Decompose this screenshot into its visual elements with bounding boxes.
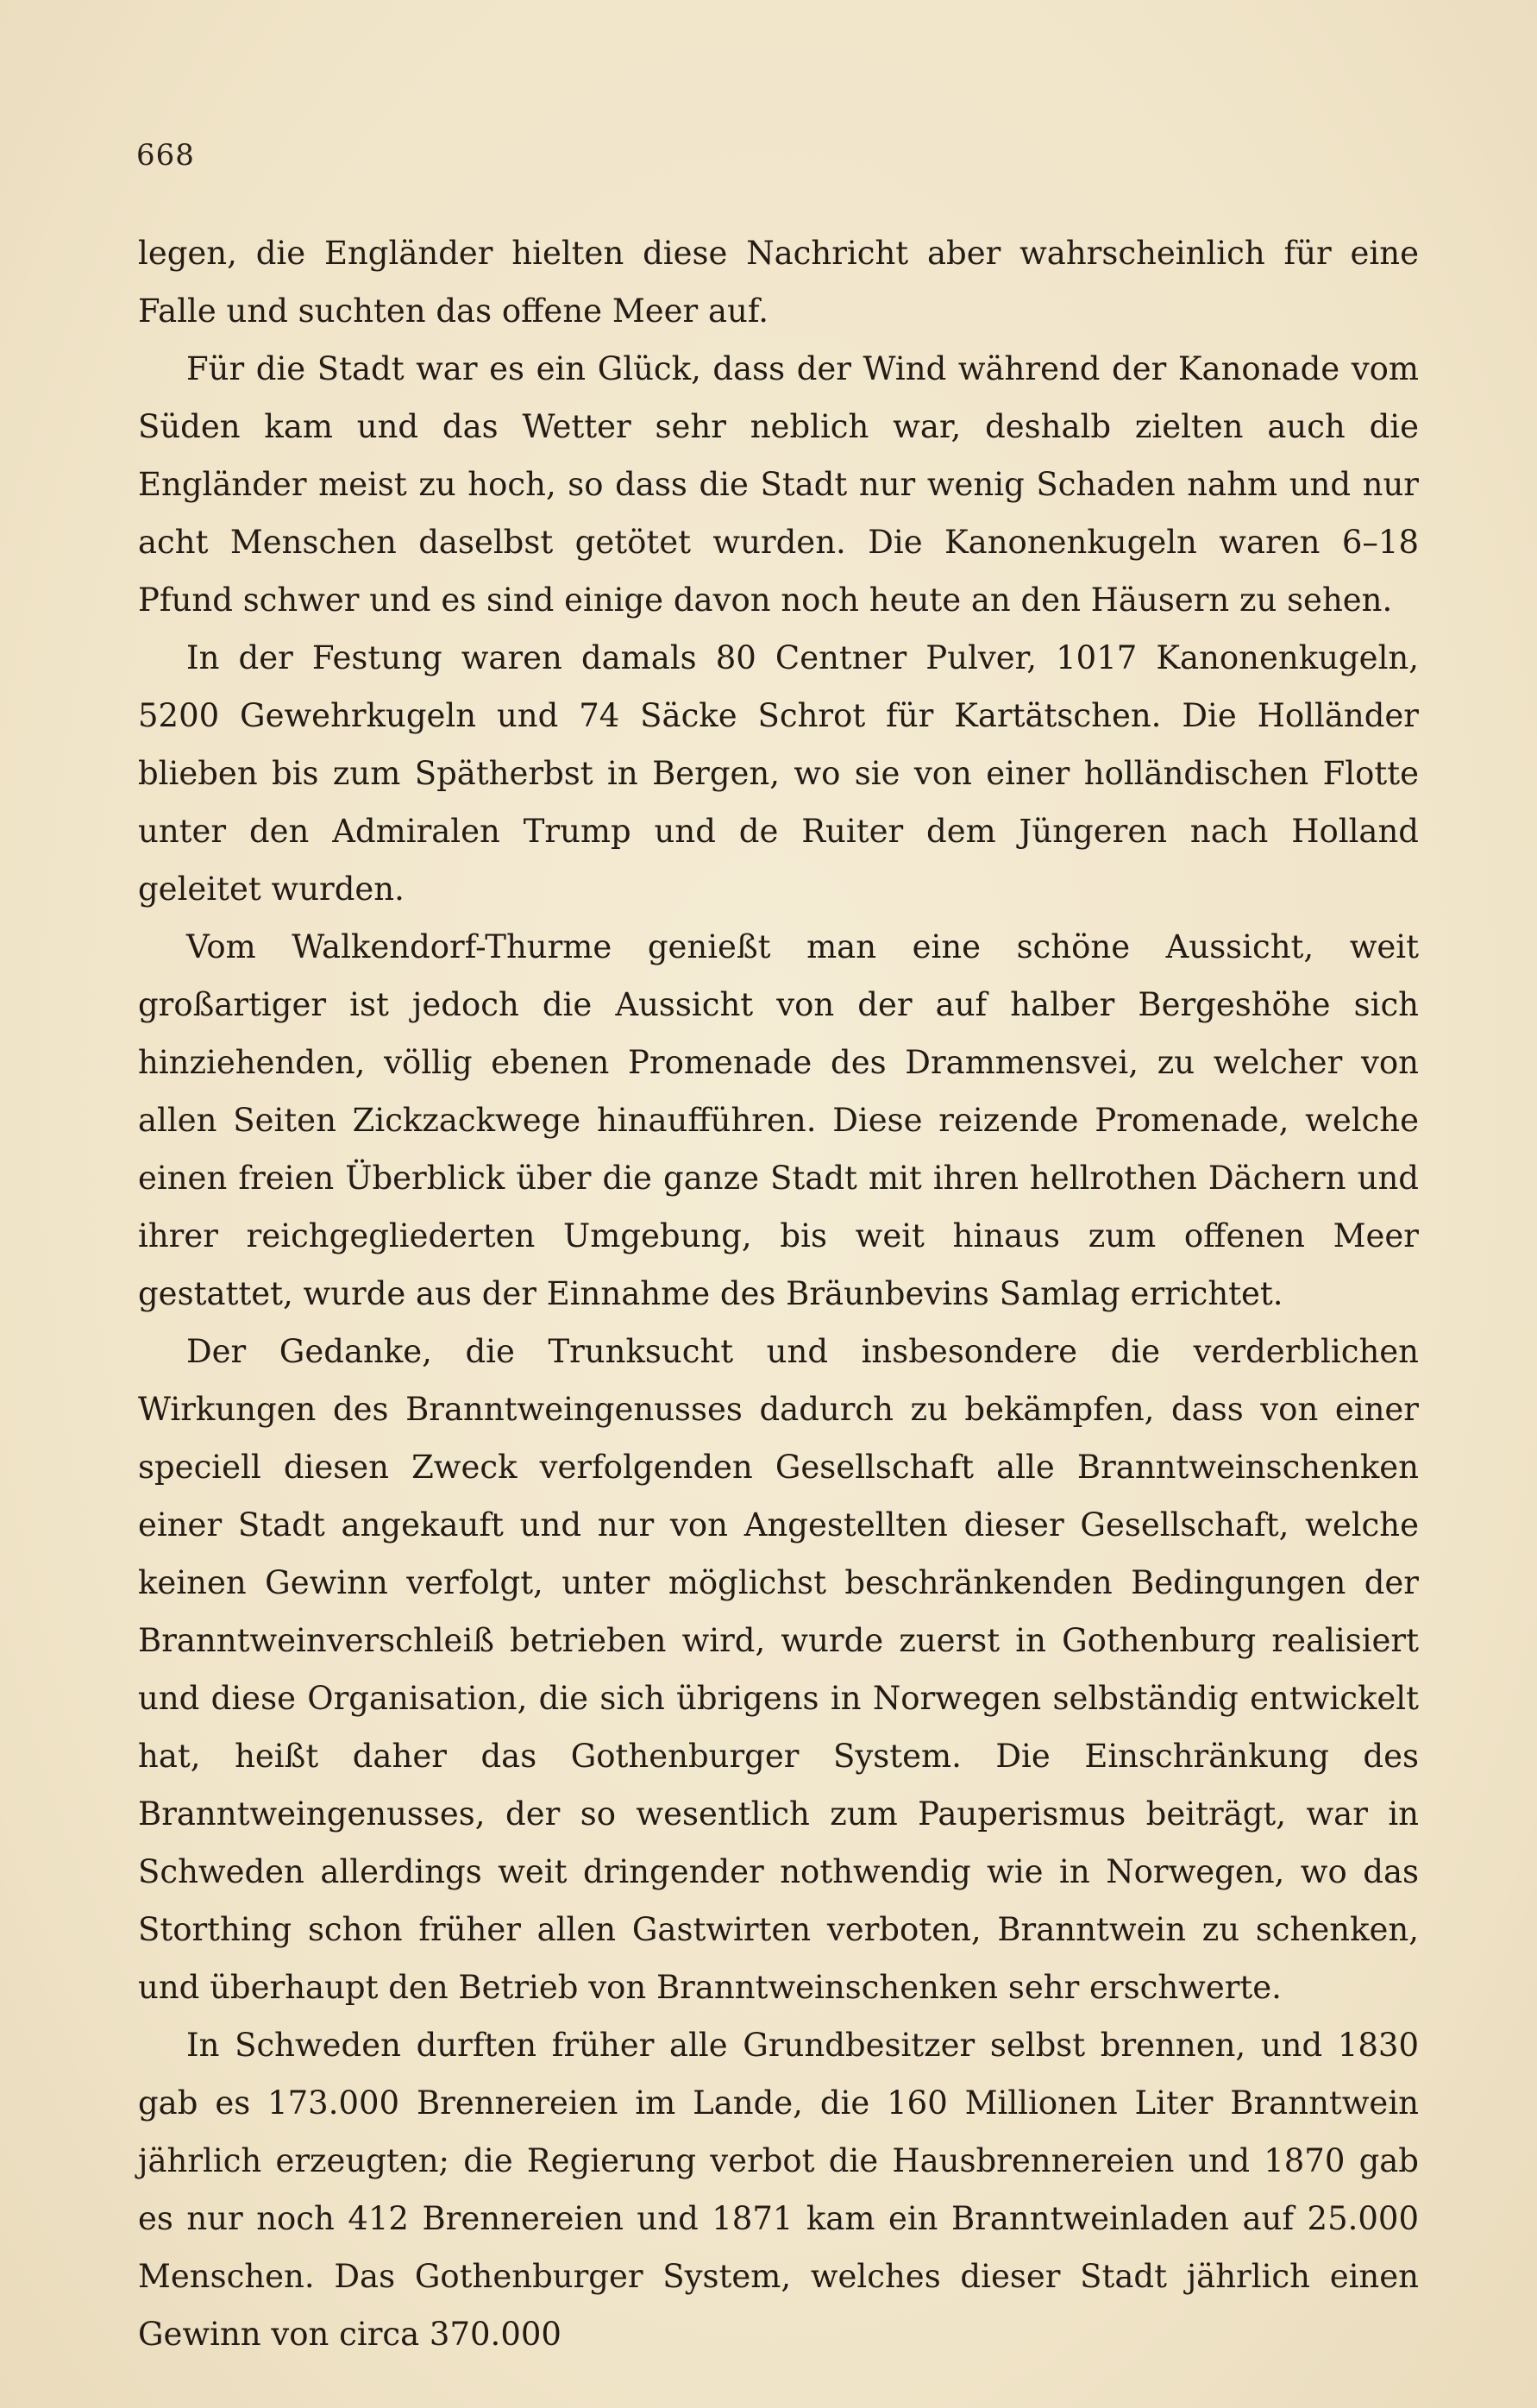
paragraph-6: In Schweden durften früher alle Grundbesitzer selbst brennen, und 1830 gab es 173.000 Brennereien im Lande, die 160 Millionen Liter Branntwein jährlich erzeugten; die Regierung verbot die Hausbrennereien und 1870 gab es nur noch 412 Brennereien und 1871 kam ein Branntweinladen auf 25.000 Menschen. Das Gothenburger System, welches dieser Stadt jährlich einen Gewinn von circa 370.000: [138, 2027, 1419, 2353]
page-number: 668: [136, 138, 195, 173]
body-text: [138, 224, 1419, 2363]
paragraph-4: Vom Walkendorf-Thurme genießt man eine schöne Aussicht, weit großartiger ist jedoch die Aussicht von der auf halber Bergeshöhe sich hinziehenden, völlig ebenen Promenade des Drammensvei, zu welcher von allen Seiten Zickzackwege hinaufführen. Diese reizende Promenade, welche einen freien Überblick über die ganze Stadt mit ihren hellrothen Dächern und ihrer reichgegliederten Umgebung, bis weit hinaus zum offenen Meer gestattet, wurde aus der Einnahme des Bräunbevins Samlag errichtet.: [138, 928, 1419, 1312]
paragraph-5: Der Gedanke, die Trunksucht und insbesondere die verderblichen Wirkungen des Branntweingenusses dadurch zu bekämpfen, dass von einer speciell diesen Zweck verfolgenden Gesellschaft alle Branntweinschenken einer Stadt angekauft und nur von Angestellten dieser Gesellschaft, welche keinen Gewinn verfolgt, unter möglichst beschränkenden Bedingungen der Branntweinverschleiß betrieben wird, wurde zuerst in Gothenburg realisiert und diese Organisation, die sich übrigens in Norwegen selbständig entwickelt hat, heißt daher das Gothenburger System. Die Einschränkung des Branntweingenusses, der so wesentlich zum Pauperismus beiträgt, war in Schweden allerdings weit dringender nothwendig wie in Norwegen, wo das Storthing schon früher allen Gastwirten verboten, Branntwein zu schenken, und überhaupt den Betrieb von Branntweinschenken sehr erschwerte.: [138, 1333, 1419, 2006]
paragraph-2: Für die Stadt war es ein Glück, dass der Wind während der Kanonade vom Süden kam und das Wetter sehr neblich war, deshalb zielten auch die Engländer meist zu hoch, so dass die Stadt nur wenig Schaden nahm und nur acht Menschen daselbst getötet wurden. Die Kanonenkugeln waren 6–18 Pfund schwer und es sind einige davon noch heute an den Häusern zu sehen.: [138, 350, 1419, 619]
paragraph-1: legen, die Engländer hielten diese Nachricht aber wahrscheinlich für eine Falle und suchten das offene Meer auf.: [138, 235, 1419, 330]
paragraph-3: In der Festung waren damals 80 Centner Pulver, 1017 Kanonenkugeln, 5200 Gewehrkugeln und 74 Säcke Schrot für Kartätschen. Die Holländer blieben bis zum Spätherbst in Bergen, wo sie von einer holländischen Flotte unter den Admiralen Trump und de Ruiter dem Jüngeren nach Holland geleitet wurden.: [138, 639, 1419, 908]
